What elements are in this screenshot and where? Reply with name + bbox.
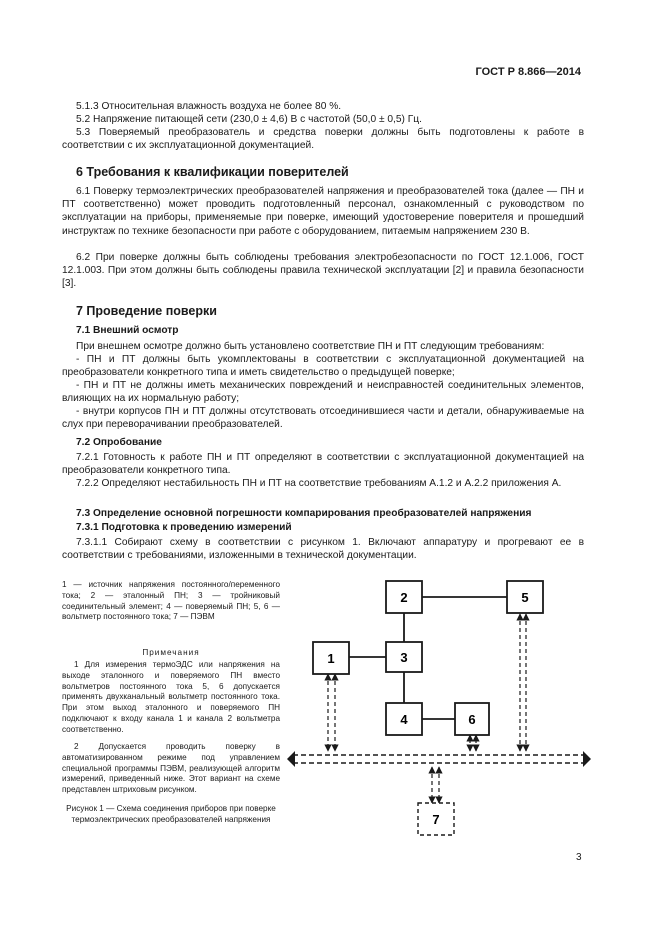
paragraph-5-1-3: 5.1.3 Относительная влажность воздуха не более 80 %. (76, 101, 342, 112)
block-7-label: 7 (432, 812, 440, 827)
dashed-link-5-bus (520, 614, 526, 751)
paragraph-5-2: 5.2 Напряжение питающей сети (230,0 ± 4,6) В с частотой (50,0 ± 0,5) Гц. (76, 114, 422, 125)
dashed-link-6-bus (470, 735, 476, 751)
section-7-1-heading: 7.1 Внешний осмотр (76, 325, 179, 336)
connection-diagram (285, 570, 605, 850)
paragraph-6-2: 6.2 При поверке должны быть соблюдены требования электробезопасности по ГОСТ 12.1.006, ГОСТ 12.1.003. При этом должны быть соблюдены правила технической эксплуатации [2] и правила безопасности [3]. (62, 252, 584, 290)
note-1: 1 Для измерения термоЭДС или напряжения на выходе эталонного и поверяемого ПН вместо вольтметров постоянного тока 5, 6 допускается применять двухканальный вольтметр постоянного тока. При этом выход эталонного и поверяемого ПН подключают к входу канала 1 и канала 2 вольтметра соответственно. (62, 660, 280, 734)
paragraph-5-3: 5.3 Поверяемый преобразователь и средства поверки должны быть подготовлены к работе в соответствии с их эксплуатационной документацией. (62, 127, 584, 152)
figure-legend: 1 — источник напряжения постоянного/переменного тока; 2 — эталонный ПН; 3 — тройниковый соединительный элемент; 4 — поверяемый ПН; 5, 6 — вольтметр постоянного тока; 7 — ПЭВМ (62, 580, 280, 622)
paragraph-6-1: 6.1 Поверку термоэлектрических преобразователей напряжения и преобразователей тока (далее — ПН и ПТ соответственно) может проводить подготовленный персонал, ознакомленный с руководством по эксплуатации на приборы, применяемые при поверке, имеющий удостоверение поверителя и прошедший инструктаж по технике безопасности при работе с оборудованием, питаемым напряжением 230 В. (62, 186, 584, 237)
bullet-3: - внутри корпусов ПН и ПТ должны отсутствовать отсоединившиеся части и детали, обнаруживаемые на слух при переворачивании преобразователей. (62, 406, 584, 431)
bullet-1: - ПН и ПТ должны быть укомплектованы в соответствии с эксплуатационной документацией на преобразователи конкретного типа и иметь свидетельство о предыдущей поверке; (62, 354, 584, 379)
paragraph-7-2-1: 7.2.1 Готовность к работе ПН и ПТ определяют в соответствии с эксплуатационной документацией на преобразователи конкретного типа. (62, 452, 584, 477)
section-7-heading: 7 Проведение поверки (76, 304, 217, 318)
note-2: 2 Допускается проводить поверку в автоматизированном режиме под управлением специальной программы ПЭВМ, реализующей алгоритм измерений, приведенный ниже. Этот вариант на схеме представлен штриховым рисунком. (62, 742, 280, 795)
block-1-label: 1 (327, 651, 335, 666)
paragraph-7-2-2: 7.2.2 Определяют нестабильность ПН и ПТ на соответствие требованиям А.1.2 и А.2.2 приложения А. (76, 478, 562, 489)
paragraph-7-1: При внешнем осмотре должно быть установлено соответствие ПН и ПТ следующим требованиям: (76, 341, 545, 352)
dashed-link-bus-7 (432, 767, 439, 803)
block-4-label: 4 (400, 712, 408, 727)
document-header: ГОСТ Р 8.866—2014 (475, 66, 581, 78)
dashed-link-1-bus (328, 674, 335, 751)
section-7-3-1-heading: 7.3.1 Подготовка к проведению измерений (76, 522, 292, 533)
bullet-2: - ПН и ПТ не должны иметь механических повреждений и неисправностей соединительных элементов, влияющих на их нормальную работу; (62, 380, 584, 405)
dashed-bus (287, 751, 591, 767)
block-3-label: 3 (400, 650, 408, 665)
figure-caption: Рисунок 1 — Схема соединения приборов при поверке термоэлектрических преобразователей напряжения (66, 804, 276, 824)
section-7-3-heading: 7.3 Определение основной погрешности компарирования преобразователей напряжения (76, 508, 532, 519)
block-6-label: 6 (468, 712, 476, 727)
section-7-2-heading: 7.2 Опробование (76, 437, 162, 448)
section-6-heading: 6 Требования к квалификации поверителей (76, 165, 349, 179)
block-2-label: 2 (400, 590, 408, 605)
paragraph-7-3-1-1: 7.3.1.1 Собирают схему в соответствии с рисунком 1. Включают аппаратуру и прогревают ее в соответствии с требованиями, изложенными в технической документации. (62, 537, 584, 562)
block-5-label: 5 (521, 590, 529, 605)
notes-title: Примечания (142, 648, 200, 657)
page-number: 3 (576, 852, 582, 863)
